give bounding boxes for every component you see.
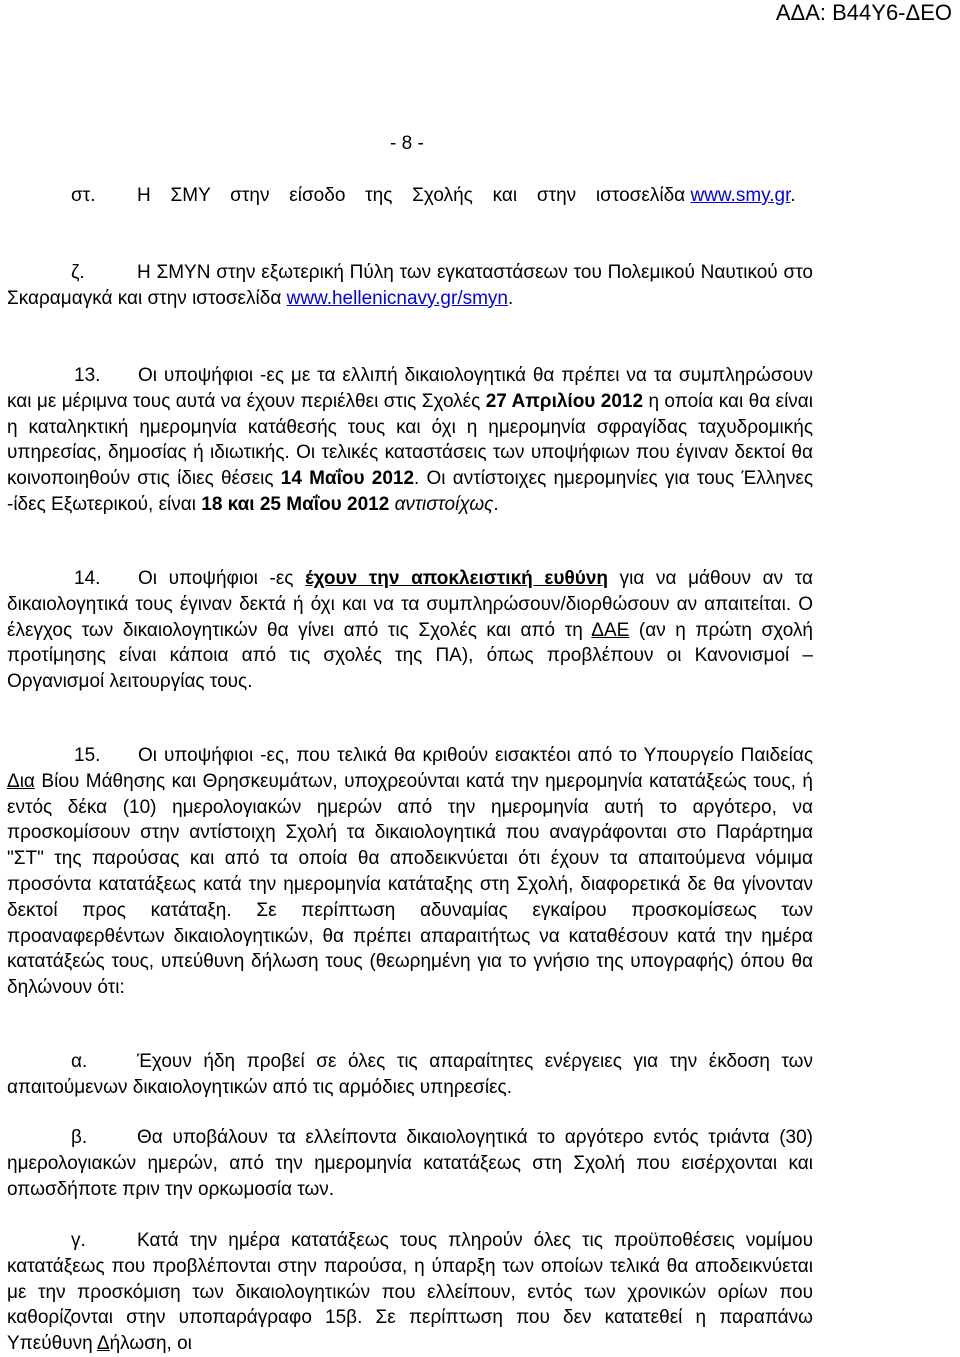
item-st-text: Η ΣΜΥ στην είσοδο της Σχολής και στην ιστοσελίδα [137, 185, 686, 206]
item-b-label: β. [71, 1127, 88, 1148]
item-st-tail: . [790, 185, 796, 206]
p13-italic: αντιστοίχως [394, 493, 494, 515]
smy-link[interactable]: www.smy.gr [690, 185, 791, 206]
item-g [7, 1228, 813, 1357]
p14-number: 14. [74, 568, 101, 589]
item-z-tail: . [508, 287, 514, 309]
p15-dia: Δια [7, 770, 35, 792]
item-g-text-2: ήλωση, οι [109, 1333, 192, 1355]
hellenicnavy-link[interactable]: www.hellenicnavy.gr/smyn [286, 287, 508, 309]
item-a [7, 1049, 813, 1101]
item-z-text: Η ΣΜΥΝ στην εξωτερική Πύλη των εγκαταστάσεων του Πολεμικού Ναυτικού στο Σκαραμαγκά και στην ιστοσελίδα [7, 262, 813, 309]
p13-date-3: 18 και 25 Μαΐου 2012 [201, 493, 390, 515]
p14-text-1: Οι υποψήφιοι -ες [138, 568, 306, 589]
p13-text-2: η οποία και θα είναι η καταληκτική ημερομηνία κατάθεσής τους και όχι η ημερομηνία σφραγίδας ταχυδρομικής υπηρεσίας, δημοσίας ή ιδιωτικής. Οι τελικές καταστάσεις των υποψήφιων που έγιναν δεκτοί θα κοινοποιηθούν στις ίδιες θέσεις [7, 390, 814, 490]
page-number: - 8 - [390, 133, 424, 154]
item-g-label: γ. [71, 1230, 86, 1251]
item-b-text: Θα υποβάλουν τα ελλείποντα δικαιολογητικά το αργότερο εντός τριάντα (30) ημερολογιακών ημερών, από την ημερομηνία κατατάξεως στη Σχολή που εισέρχονται και οπωσδήποτε πριν την ορκωμοσία των. [7, 1127, 813, 1200]
p14-text-3: (αν η πρώτη σχολή προτίμησης είναι κάποια από τις σχολές της ΠΑ), όπως προβλέπουν οι Κανονισμοί – Οργανισμοί λειτουργίας τους. [7, 619, 814, 693]
p15-text-1: Οι υποψήφιοι -ες, που τελικά θα κριθούν εισακτέοι από το Υπουργείο Παιδείας [138, 745, 813, 766]
p13-number: 13. [74, 365, 101, 386]
item-g-underlined: Δ [96, 1333, 110, 1355]
paragraph-14 [7, 566, 813, 695]
p15-text-2: Βίου Μάθησης και Θρησκευμάτων, υποχρεούνται κατά την ημερομηνία κατατάξεώς τους, ή εντός δέκα (10) ημερολογιακών ημερών από την ημερομηνία αυτή το αργότερο, να προσκομίσουν στην αντίστοιχη Σχολή τα δικαιολογητικά που αναγράφονται στο Παράρτημα "ΣΤ" της παρούσας και από τα οποία θα αποδεικνύεται ότι έχουν τα απαιτούμενα νόμιμα προσόντα κατατάξεως κατά την ημερομηνία κατάταξης στη Σχολή, διαφορετικά δε θα γίνονταν δεκτοί προς κατάταξη. Σε περίπτωση αδυναμίας εγκαίρου προσκομίσεως των προαναφερθέντων δικαιολογητικών, θα πρέπει απαραιτήτως να καταθέσουν κατά την ημέρα κατατάξεώς τους, υπεύθυνη δήλωση τους (θεωρημένη για το γνήσιο της υπογραφής) όπου θα δηλώνουν ότι: [7, 770, 813, 999]
item-z-label: ζ. [71, 262, 85, 283]
p13-date-1: 27 Απριλίου 2012 [485, 390, 644, 412]
p14-emphasis: έχουν την αποκλειστική ευθύνη [305, 568, 608, 589]
item-g-text-1: Κατά την ημέρα κατατάξεως τους πληρούν όλες τις προϋποθέσεις νομίμου κατατάξεως που προβλέπονται στην παρούσα, η ύπαρξη των οποίων τελικά θα αποδεικνύεται με την προσκόμιση των δικαιολογητικών που ελλείπουν, εντός των χρονικών ορίων που καθορίζονται στην υποπαράγραφο 15β. Σε περίπτωση που δεν κατατεθεί η παραπάνω Υπεύθυνη [7, 1230, 813, 1355]
p13-text-1: Οι υποψήφιοι -ες με τα ελλιπή δικαιολογητικά θα πρέπει να τα συμπληρώσουν και με μέριμνα τους αυτά να έχουν περιέλθει στις Σχολές [7, 365, 813, 412]
document-id: ΑΔΑ: Β44Υ6-ΔΕΟ [775, 0, 952, 25]
paragraph-13 [7, 363, 813, 518]
item-a-text: Έχουν ήδη προβεί σε όλες τις απαραίτητες ενέργειες για την έκδοση των απαιτούμενων δικαιολογητικών από τις αρμόδιες υπηρεσίες. [7, 1051, 813, 1098]
p15-number: 15. [74, 745, 101, 766]
p13-end: . [493, 493, 499, 515]
paragraph-15 [7, 743, 813, 1001]
p13-text-3: . Οι αντίστοιχες ημερομηνίες για τους Έλληνες -ίδες Εξωτερικού, είναι [7, 468, 813, 515]
p14-dae: ΔΑΕ [591, 619, 630, 641]
p14-text-2: για να μάθουν αν τα δικαιολογητικά τους έγιναν δεκτά ή όχι και να τα συμπληρώσουν/διορθώσουν αν απαιτείται. Ο έλεγχος των δικαιολογητικών θα γίνει από τις Σχολές και από τη [7, 568, 814, 641]
item-st-body [7, 183, 813, 209]
item-a-label: α. [71, 1051, 88, 1072]
item-z [7, 260, 813, 312]
item-st-label-text: στ. [71, 185, 96, 206]
item-b [7, 1125, 813, 1202]
p13-date-2: 14 Μαΐου 2012 [280, 468, 415, 490]
